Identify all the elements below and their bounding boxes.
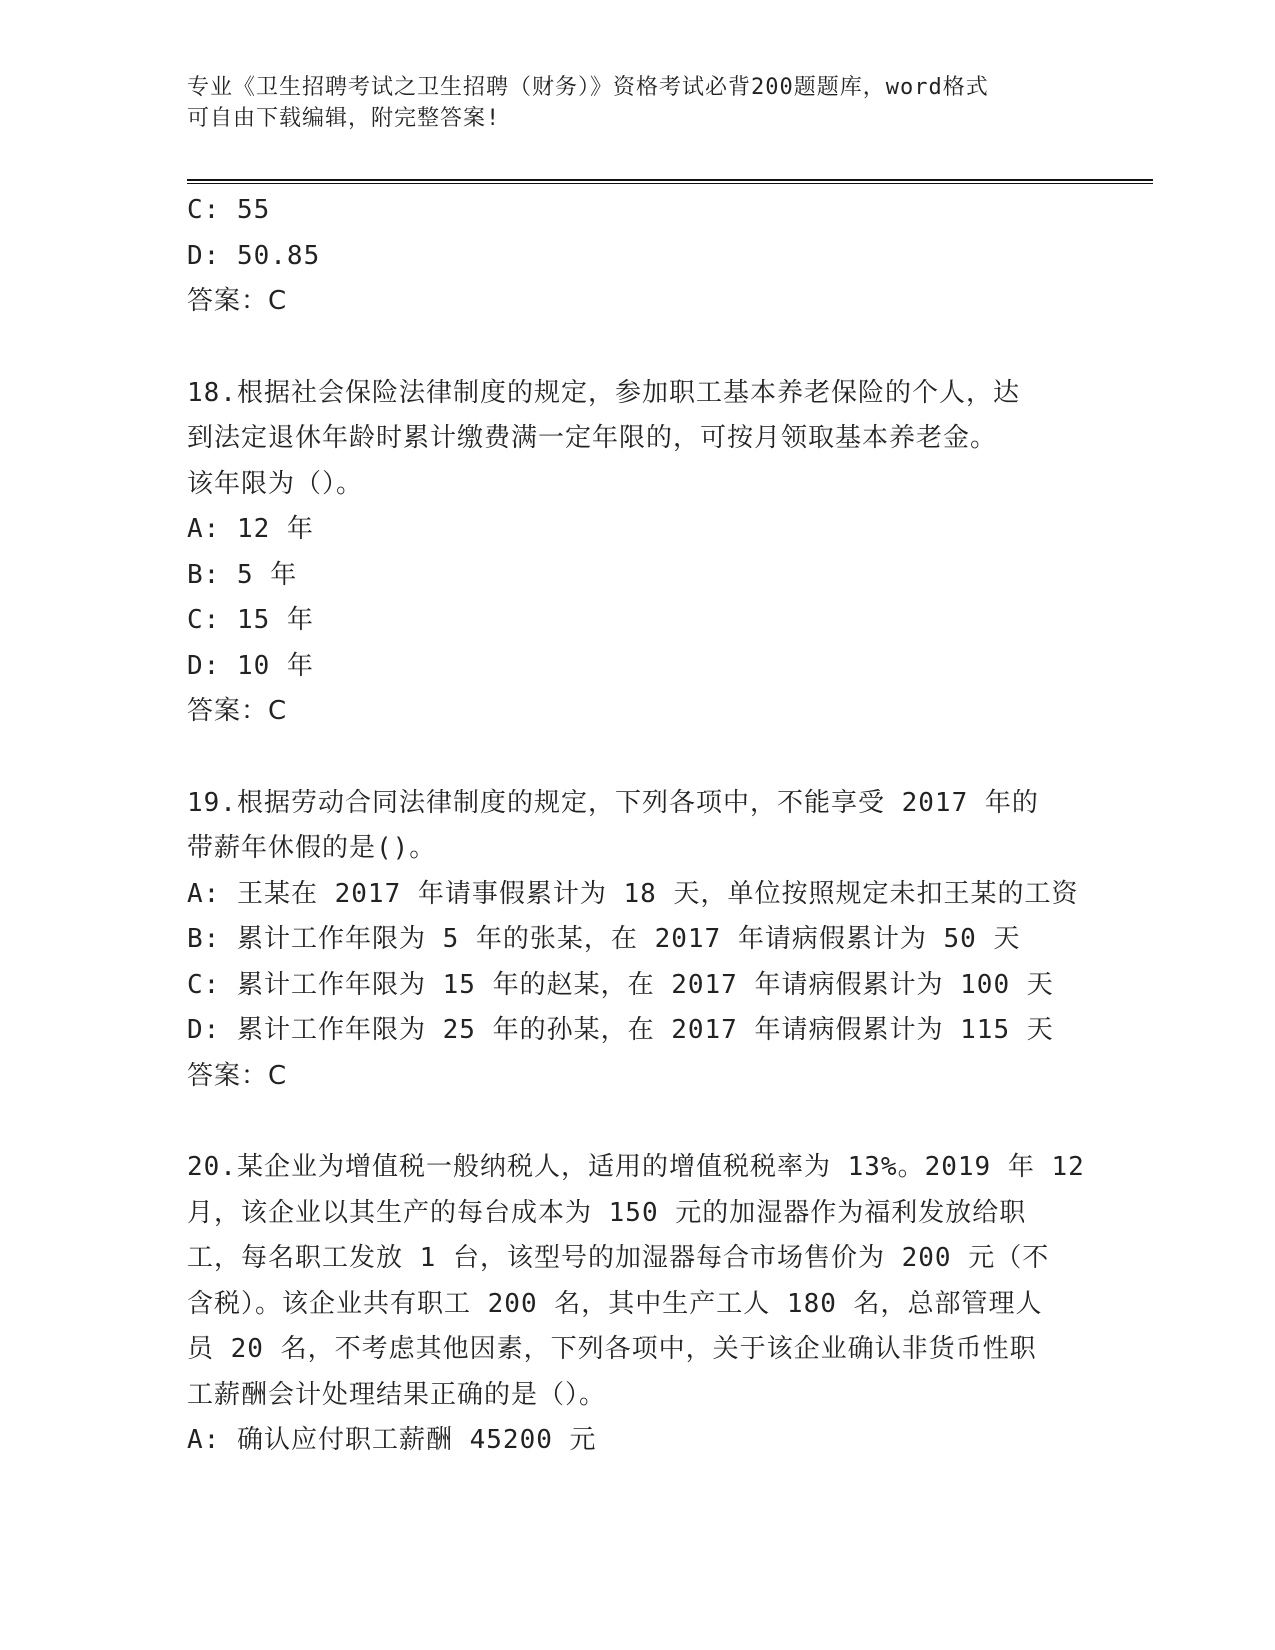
- option-d: D: 累计工作年限为 25 年的孙某，在 2017 年请病假累计为 115 天: [187, 1015, 1054, 1045]
- header-title-line-1: 专业《卫生招聘考试之卫生招聘（财务）》资格考试必背200题题库，word格式: [187, 75, 989, 100]
- option-b: B: 累计工作年限为 5 年的张某，在 2017 年请病假累计为 50 天: [187, 924, 1021, 954]
- spacer: [187, 325, 1087, 371]
- option-d: D: 10 年: [187, 650, 314, 681]
- question-text-line: 19.根据劳动合同法律制度的规定，下列各项中，不能享受 2017 年的: [187, 787, 1039, 818]
- page-header: [187, 72, 1067, 134]
- header-title-line-2: 可自由下载编辑，附完整答案!: [187, 106, 501, 131]
- question-20: [187, 1145, 1087, 1464]
- question-text-line: 含税）。该企业共有职工 200 名，其中生产工人 180 名，总部管理人: [187, 1288, 1043, 1319]
- question-19: [187, 781, 1087, 1100]
- carryover-block: [187, 188, 1087, 325]
- option-c: C: 55: [187, 195, 271, 225]
- question-text-line: 到法定退休年龄时累计缴费满一定年限的，可按月领取基本养老金。: [187, 423, 998, 453]
- question-text-line: 18.根据社会保险法律制度的规定，参加职工基本养老保险的个人，达: [187, 377, 1020, 408]
- question-text-line: 月，该企业以其生产的每台成本为 150 元的加湿器作为福利发放给职: [187, 1197, 1027, 1228]
- question-text-line: 带薪年休假的是()。: [187, 833, 437, 863]
- spacer: [187, 735, 1087, 781]
- option-a: A: 12 年: [187, 514, 314, 544]
- header-divider: [187, 179, 1153, 181]
- question-text-line: 工薪酬会计处理结果正确的是（）。: [187, 1379, 607, 1410]
- document-body: [187, 188, 1087, 1464]
- option-c: C: 15 年: [187, 605, 314, 635]
- question-text-line: 员 20 名，不考虑其他因素，下列各项中，关于该企业确认非货币性职: [187, 1334, 1037, 1364]
- header-divider-thin: [187, 183, 1153, 184]
- question-18: [187, 371, 1087, 735]
- question-text-line: 20.某企业为增值税一般纳税人，适用的增值税税率为 13%。2019 年 12: [187, 1152, 1085, 1182]
- question-text-line: 工，每名职工发放 1 台，该型号的加湿器每合市场售价为 200 元（不: [187, 1243, 1050, 1273]
- answer-line: 答案：C: [187, 696, 288, 726]
- answer-line: 答案：C: [187, 1060, 288, 1091]
- answer-line: 答案：C: [187, 286, 288, 316]
- spacer: [187, 1099, 1087, 1145]
- question-text-line: 该年限为（）。: [187, 468, 364, 499]
- option-a: A: 王某在 2017 年请事假累计为 18 天，单位按照规定未扣王某的工资: [187, 878, 1079, 909]
- option-c: C: 累计工作年限为 15 年的赵某，在 2017 年请病假累计为 100 天: [187, 969, 1054, 1000]
- option-d: D: 50.85: [187, 240, 321, 271]
- option-a: A: 确认应付职工薪酬 45200 元: [187, 1425, 597, 1455]
- option-b: B: 5 年: [187, 559, 298, 590]
